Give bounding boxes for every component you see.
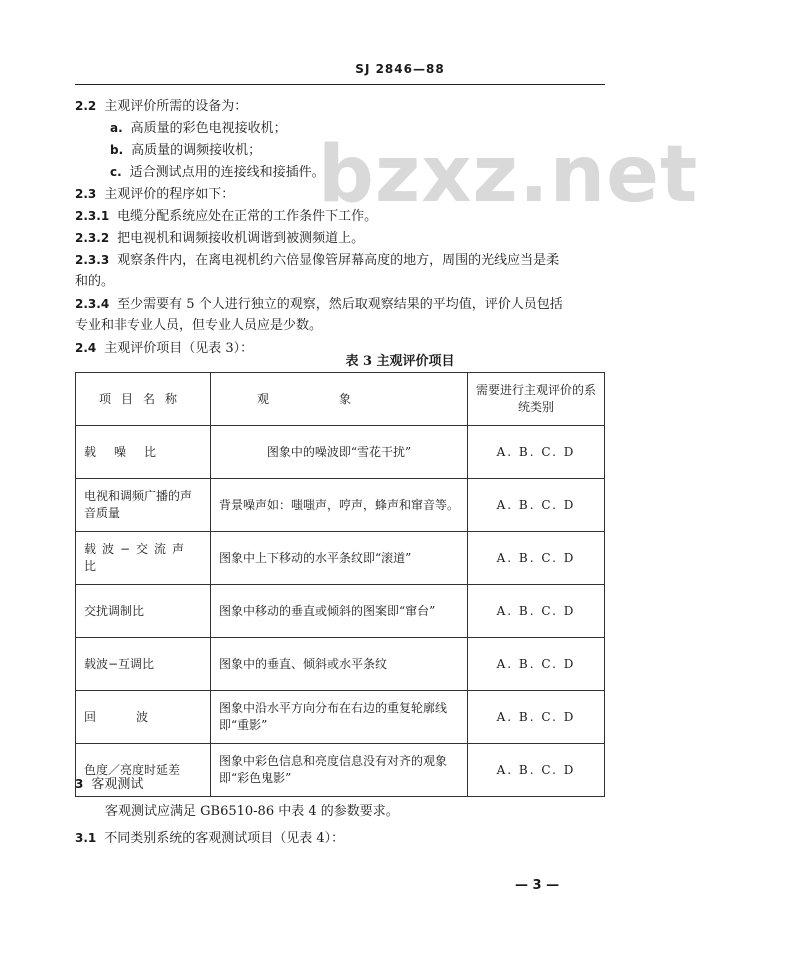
- section-text: 电缆分配系统应处在正常的工作条件下工作。: [117, 209, 378, 224]
- header-phenomenon: 观象: [211, 373, 468, 426]
- system-categories: A. B. C. D: [468, 638, 605, 691]
- section-number: 3: [75, 777, 84, 791]
- item-name: 色度／亮度时延差: [76, 744, 211, 797]
- phenomenon: 图象中的垂直、倾斜或水平条纹: [211, 638, 468, 691]
- section-2-3-3-continuation: 和的。: [75, 274, 115, 289]
- table-3: [75, 372, 605, 797]
- list-marker: a.: [110, 121, 123, 135]
- section-3: [75, 775, 143, 794]
- section-number: 3.1: [75, 831, 97, 845]
- section-text: 不同类别系统的客观测试项目（见表 4）：: [104, 831, 345, 846]
- section-text: 观察条件内，在离电视机约六倍显像管屏幕高度的地方，周围的光线应当是柔: [117, 253, 560, 268]
- section-3-body: 客观测试应满足 GB6510-86 中表 4 的参数要求。: [105, 804, 399, 819]
- section-number: 2.3.3: [75, 253, 110, 267]
- section-2-3-2: [75, 229, 364, 248]
- table-row: [76, 744, 605, 797]
- table-row: [76, 532, 605, 585]
- table-row: [76, 426, 605, 479]
- system-categories: A. B. C. D: [468, 479, 605, 532]
- section-2-3-4-continuation: 专业和非专业人员，但专业人员应是少数。: [75, 318, 323, 333]
- table-3-title: 表 3 主观评价项目: [345, 354, 455, 369]
- item-name: 载噪比: [76, 426, 211, 479]
- item-name: 交扰调制比: [76, 585, 211, 638]
- system-categories: A. B. C. D: [468, 744, 605, 797]
- section-number: 2.3.1: [75, 209, 110, 223]
- section-2-2-c: [110, 163, 325, 182]
- section-2-3: [75, 185, 234, 204]
- table-row: [76, 638, 605, 691]
- phenomenon: 图象中移动的垂直或倾斜的图案即“窜台”: [211, 585, 468, 638]
- section-2-3-1: [75, 207, 377, 226]
- list-text: 高质量的调频接收机；: [131, 143, 262, 158]
- section-2-2-b: [110, 141, 261, 160]
- section-text: 主观评价的程序如下：: [104, 187, 235, 202]
- header-system-categories: 需要进行主观评价的系统类别: [468, 373, 605, 426]
- section-text: 主观评价项目（见表 3）：: [104, 341, 254, 356]
- list-marker: b.: [110, 143, 124, 157]
- document-code: SJ 2846—88: [355, 62, 445, 76]
- item-name: 电视和调频广播的声音质量: [76, 479, 211, 532]
- item-name: 载波−互调比: [76, 638, 211, 691]
- watermark: bzxz.net: [318, 130, 699, 220]
- section-2-3-3: [75, 251, 559, 270]
- header-rule: [75, 84, 605, 85]
- item-name: 回波: [76, 691, 211, 744]
- section-number: 2.3.2: [75, 231, 110, 245]
- section-2-2: [75, 97, 247, 116]
- header-item-name: 项目名称: [76, 373, 211, 426]
- section-number: 2.3.4: [75, 297, 110, 311]
- phenomenon: 背景噪声如：嗤嗤声，哼声，蜂声和窜音等。: [211, 479, 468, 532]
- list-marker: c.: [110, 165, 122, 179]
- phenomenon: 图象中彩色信息和亮度信息没有对齐的观象即“彩色鬼影”: [211, 744, 468, 797]
- list-text: 适合测试点用的连接线和接插件。: [129, 165, 325, 180]
- table-row: [76, 479, 605, 532]
- system-categories: A. B. C. D: [468, 585, 605, 638]
- section-number: 2.2: [75, 99, 97, 113]
- section-text: 客观测试: [91, 777, 144, 792]
- section-text: 把电视机和调频接收机调谐到被测频道上。: [117, 231, 365, 246]
- system-categories: A. B. C. D: [468, 691, 605, 744]
- section-2-3-4: [75, 295, 563, 314]
- phenomenon: 图象中上下移动的水平条纹即“滚道”: [211, 532, 468, 585]
- list-text: 高质量的彩色电视接收机；: [130, 121, 287, 136]
- table-row: [76, 691, 605, 744]
- page-number: — 3 —: [515, 878, 560, 893]
- section-text: 至少需要有 5 个人进行独立的观察，然后取观察结果的平均值，评价人员包括: [117, 297, 563, 312]
- section-number: 2.3: [75, 187, 97, 201]
- phenomenon: 图象中的噪波即“雪花干扰”: [211, 426, 468, 479]
- section-text: 主观评价所需的设备为：: [104, 99, 248, 114]
- system-categories: A. B. C. D: [468, 426, 605, 479]
- section-3-1: [75, 829, 344, 848]
- item-name: 载波−交流声比: [76, 532, 211, 585]
- section-number: 2.4: [75, 341, 97, 355]
- system-categories: A. B. C. D: [468, 532, 605, 585]
- phenomenon: 图象中沿水平方向分布在右边的重复轮廓线即“重影”: [211, 691, 468, 744]
- table-header-row: [76, 373, 605, 426]
- table-row: [76, 585, 605, 638]
- section-2-2-a: [110, 119, 287, 138]
